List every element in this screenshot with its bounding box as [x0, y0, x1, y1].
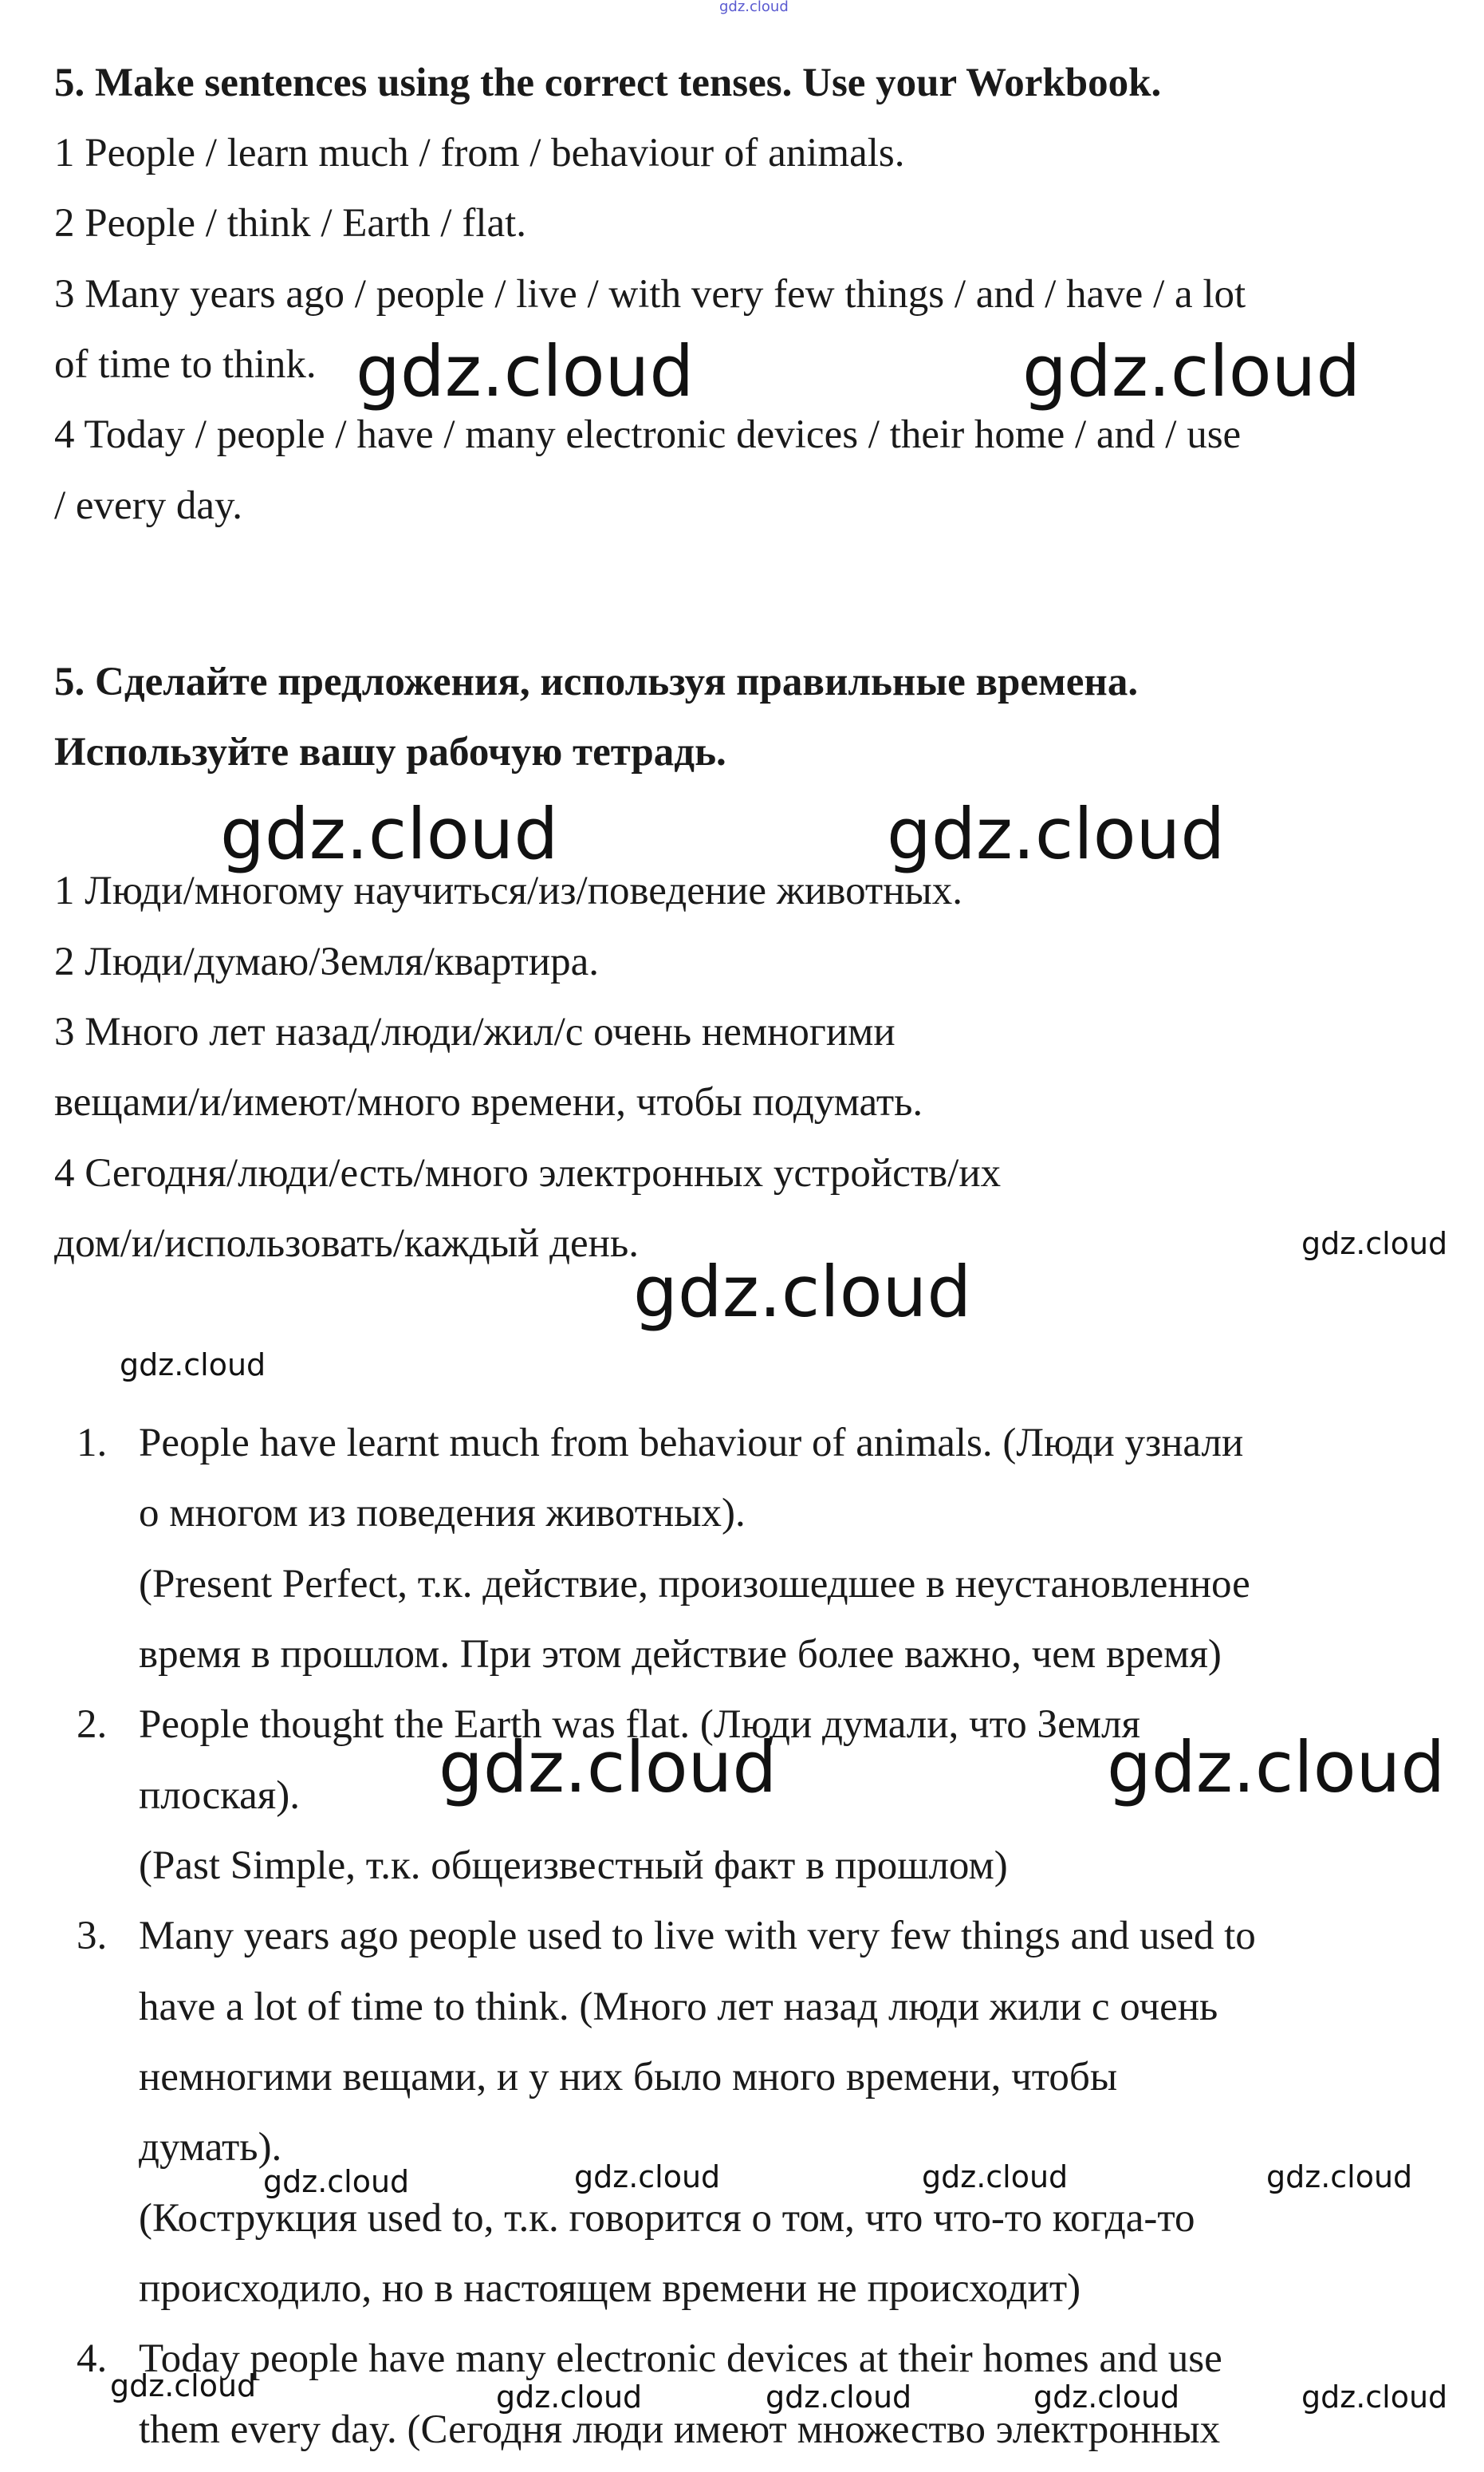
- task-ru-line: 4 Сегодня/люди/есть/много электронных устройств/их: [54, 1151, 1002, 1196]
- watermark: gdz.cloud: [1022, 330, 1361, 412]
- answer-line: (Present Perfect, т.к. действие, произошедшее в неустановленное: [139, 1562, 1250, 1607]
- task-en-line: 2 People / think / Earth / flat.: [54, 201, 527, 246]
- answer-line: have a lot of time to think. (Много лет назад люди жили с очень: [139, 1985, 1218, 2029]
- task-ru-line: вещами/и/имеют/много времени, чтобы подумать.: [54, 1080, 923, 1125]
- answer-number: 4.: [77, 2336, 108, 2381]
- answer-line: плоская).: [139, 1773, 300, 1818]
- watermark: gdz.cloud: [496, 2379, 643, 2415]
- watermark: gdz.cloud: [220, 793, 559, 875]
- watermark: gdz.cloud: [922, 2159, 1069, 2194]
- answer-line: (Past Simple, т.к. общеизвестный факт в прошлом): [139, 1843, 1008, 1888]
- task-ru-line: дом/и/использовать/каждый день.: [54, 1221, 639, 1266]
- watermark: gdz.cloud: [1033, 2379, 1180, 2415]
- task-en-line: 4 Today / people / have / many electronic devices / their home / and / use: [54, 412, 1242, 457]
- watermark: gdz.cloud: [766, 2379, 912, 2415]
- watermark-top: gdz.cloud: [719, 0, 789, 15]
- answer-line: о многом из поведения животных).: [139, 1491, 746, 1536]
- watermark: gdz.cloud: [439, 1726, 777, 1808]
- task-en-line: 1 People / learn much / from / behaviour of animals.: [54, 131, 905, 175]
- task-ru-heading: Используйте вашу рабочую тетрадь.: [54, 730, 726, 775]
- watermark: gdz.cloud: [1266, 2159, 1413, 2194]
- task-en-line: / every day.: [54, 483, 242, 528]
- answer-line: думать).: [139, 2125, 282, 2170]
- answer-line: them every day. (Сегодня люди имеют множество электронных: [139, 2407, 1221, 2452]
- answer-line: немногими вещами, и у них было много времени, чтобы: [139, 2055, 1118, 2099]
- answer-number: 2.: [77, 1702, 108, 1747]
- task-ru-line: 3 Много лет назад/люди/жил/с очень немногими: [54, 1010, 896, 1055]
- watermark: gdz.cloud: [356, 330, 695, 412]
- answer-number: 3.: [77, 1914, 108, 1958]
- answer-line: Today people have many electronic devices at their homes and use: [139, 2336, 1222, 2381]
- watermark: gdz.cloud: [120, 1347, 266, 1382]
- answer-number: 1.: [77, 1421, 108, 1465]
- task-ru-line: 2 Люди/думаю/Земля/квартира.: [54, 940, 600, 984]
- task-en-line: 3 Many years ago / people / live / with very few things / and / have / a lot: [54, 272, 1246, 317]
- task-en-heading: 5. Make sentences using the correct tenses. Use your Workbook.: [54, 61, 1162, 105]
- watermark: gdz.cloud: [1301, 2379, 1448, 2415]
- answer-line: People thought the Earth was flat. (Люди думали, что Земля: [139, 1702, 1140, 1747]
- watermark: gdz.cloud: [574, 2159, 721, 2194]
- answer-line: происходило, но в настоящем времени не происходит): [139, 2266, 1081, 2311]
- answer-line: People have learnt much from behaviour of animals. (Люди узнали: [139, 1421, 1244, 1465]
- task-ru-heading: 5. Сделайте предложения, используя правильные времена.: [54, 660, 1139, 704]
- watermark: gdz.cloud: [633, 1251, 972, 1333]
- answer-line: время в прошлом. При этом действие более важно, чем время): [139, 1632, 1222, 1677]
- answer-line: (Кострукция used to, т.к. говорится о том, что что-то когда-то: [139, 2196, 1195, 2241]
- answer-line: Many years ago people used to live with very few things and used to: [139, 1914, 1256, 1958]
- task-en-line: of time to think.: [54, 342, 317, 387]
- watermark: gdz.cloud: [887, 793, 1226, 875]
- watermark: gdz.cloud: [263, 2164, 410, 2199]
- watermark: gdz.cloud: [110, 2368, 257, 2403]
- watermark: gdz.cloud: [1301, 1226, 1448, 1261]
- watermark: gdz.cloud: [1107, 1726, 1446, 1808]
- task-ru-line: 1 Люди/многому научиться/из/поведение животных.: [54, 869, 963, 913]
